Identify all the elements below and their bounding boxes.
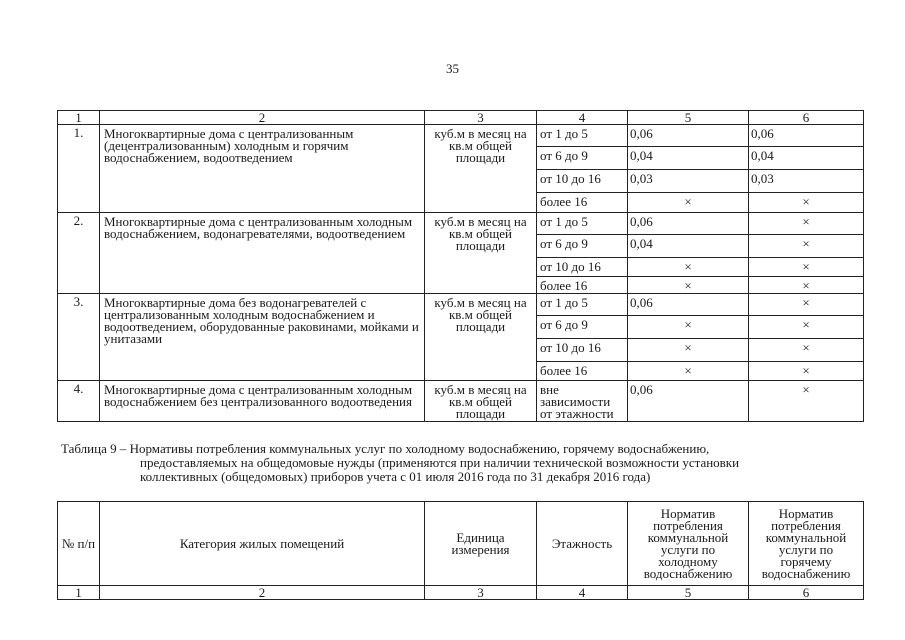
cold-water-norm: × [628,277,749,294]
hot-water-norm: 0,06 [749,125,864,147]
hot-water-norm: × [749,277,864,294]
table-row [58,381,864,422]
hot-water-norm: × [749,235,864,258]
cold-water-norm: × [628,316,749,339]
housing-category: Многоквартирные дома с централизованным холодным водоснабжением без централизованного водоотведения [100,381,425,422]
housing-category: Многоквартирные дома с централизованным (децентрализованным) холодным и горячим водоснабжением, водоотведением [100,125,425,213]
cold-water-norm: 0,06 [628,381,749,422]
hot-water-norm: 0,04 [749,147,864,170]
hot-water-norm: × [749,362,864,381]
header-unit: Единица измерения [425,502,537,586]
column-number: 4 [537,586,628,600]
housing-category: Многоквартирные дома без водонагревателей с централизованным холодным водоснабжением и водоотведением, оборудованные раковинами, мойками и унитазами [100,294,425,381]
column-number: 1 [58,586,100,600]
hot-water-norm: × [749,193,864,213]
table-header-row [58,502,864,586]
table-row [58,125,864,147]
caption-text: предоставляемых на общедомовые нужды (применяются при наличии технической возможности установки [140,455,740,470]
floor-range: от 6 до 9 [537,235,628,258]
floor-range: вне зависимости от этажности [537,381,628,422]
floor-range: от 6 до 9 [537,316,628,339]
header-hot-water-norm: Норматив потребления коммунальной услуги по горячему водоснабжению [749,502,864,586]
column-number: 4 [537,111,628,125]
cold-water-norm: 0,06 [628,213,749,235]
table-row [58,213,864,235]
column-number: 2 [100,111,425,125]
consumption-norms-table [57,110,864,422]
row-number: 2. [58,213,100,294]
floor-range: более 16 [537,193,628,213]
cold-water-norm: × [628,362,749,381]
cold-water-norm: 0,06 [628,125,749,147]
column-number: 5 [628,111,749,125]
header-row-number: № п/п [58,502,100,586]
cold-water-norm: × [628,339,749,362]
hot-water-norm: × [749,381,864,422]
cold-water-norm: × [628,193,749,213]
hot-water-norm: 0,03 [749,170,864,193]
unit-of-measure: куб.м в месяц на кв.м общей площади [425,294,537,381]
floor-range: от 10 до 16 [537,170,628,193]
floor-range: от 1 до 5 [537,294,628,316]
column-number: 3 [425,111,537,125]
floor-range: от 6 до 9 [537,147,628,170]
floor-range: более 16 [537,277,628,294]
header-floors: Этажность [537,502,628,586]
cold-water-norm: 0,06 [628,294,749,316]
column-number-row [58,111,864,125]
housing-category: Многоквартирные дома с централизованным холодным водоснабжением, водонагревателями, водоотведением [100,213,425,294]
column-number: 6 [749,586,864,600]
caption-text: коллективных (общедомовых) приборов учета с 01 июля 2016 года по 31 декабря 2016 года) [140,469,651,484]
header-cold-water-norm: Норматив потребления коммунальной услуги по холодному водоснабжению [628,502,749,586]
column-number: 2 [100,586,425,600]
hot-water-norm: × [749,294,864,316]
hot-water-norm: × [749,213,864,235]
floor-range: от 10 до 16 [537,258,628,277]
floor-range: от 1 до 5 [537,125,628,147]
unit-of-measure: куб.м в месяц на кв.м общей площади [425,125,537,213]
table-row [58,294,864,316]
cold-water-norm: 0,03 [628,170,749,193]
floor-range: более 16 [537,362,628,381]
caption-text: Нормативы потребления коммунальных услуг по холодному водоснабжению, горячему водоснабжению, [129,441,710,456]
cold-water-norm: 0,04 [628,235,749,258]
hot-water-norm: × [749,339,864,362]
caption-label: Таблица 9 – [61,441,127,456]
hot-water-norm: × [749,316,864,339]
table-9-caption [61,442,861,484]
column-number: 5 [628,586,749,600]
header-category: Категория жилых помещений [100,502,425,586]
common-property-norms-table [57,501,864,600]
column-number-row [58,586,864,600]
unit-of-measure: куб.м в месяц на кв.м общей площади [425,213,537,294]
row-number: 3. [58,294,100,381]
floor-range: от 10 до 16 [537,339,628,362]
column-number: 3 [425,586,537,600]
column-number: 6 [749,111,864,125]
hot-water-norm: × [749,258,864,277]
column-number: 1 [58,111,100,125]
row-number: 1. [58,125,100,213]
floor-range: от 1 до 5 [537,213,628,235]
cold-water-norm: × [628,258,749,277]
unit-of-measure: куб.м в месяц на кв.м общей площади [425,381,537,422]
row-number: 4. [58,381,100,422]
page-number: 35 [446,61,459,76]
cold-water-norm: 0,04 [628,147,749,170]
